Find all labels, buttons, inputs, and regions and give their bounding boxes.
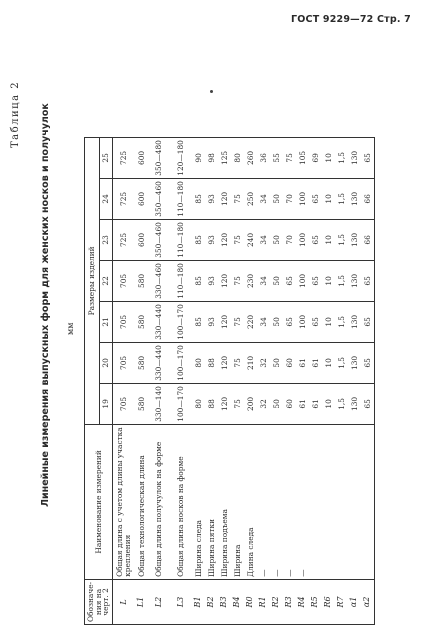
row-value: 1,5 bbox=[335, 260, 348, 301]
size-header-22: 22 bbox=[100, 260, 113, 301]
row-value: 75 bbox=[231, 178, 244, 219]
row-value: 130 bbox=[348, 260, 361, 301]
row-value: 34 bbox=[257, 301, 270, 342]
row-value: 93 bbox=[205, 178, 218, 219]
row-value: 725 bbox=[113, 219, 136, 260]
row-value: 10 bbox=[322, 178, 335, 219]
table-row bbox=[205, 137, 218, 624]
table-row bbox=[218, 137, 231, 624]
row-value: 61 bbox=[296, 383, 309, 424]
row-value: 330—440 bbox=[148, 342, 170, 383]
row-value: 10 bbox=[322, 342, 335, 383]
row-value: 50 bbox=[270, 260, 283, 301]
row-value: 10 bbox=[322, 383, 335, 424]
table-row bbox=[113, 137, 136, 624]
row-symbol: L3 bbox=[170, 579, 192, 624]
row-value: 120 bbox=[218, 219, 231, 260]
row-value: 705 bbox=[113, 301, 136, 342]
row-symbol: α1 bbox=[348, 579, 361, 624]
row-symbol: α2 bbox=[361, 579, 375, 624]
row-name: — bbox=[296, 424, 309, 579]
row-value: 32 bbox=[257, 342, 270, 383]
table-row bbox=[309, 137, 322, 624]
table-row bbox=[322, 137, 335, 624]
row-symbol: R2 bbox=[270, 579, 283, 624]
size-header-24: 24 bbox=[100, 178, 113, 219]
row-value: 250 bbox=[244, 178, 257, 219]
row-value: 10 bbox=[322, 301, 335, 342]
table-label: Таблица 2 bbox=[10, 80, 21, 148]
row-value: 50 bbox=[270, 342, 283, 383]
row-value: 65 bbox=[309, 301, 322, 342]
row-symbol: R3 bbox=[283, 579, 296, 624]
header-row-sizes bbox=[85, 137, 100, 624]
row-value: 230 bbox=[244, 260, 257, 301]
table-row bbox=[348, 137, 361, 624]
row-value: 65 bbox=[309, 219, 322, 260]
row-value: 210 bbox=[244, 342, 257, 383]
row-value: 65 bbox=[283, 301, 296, 342]
row-value: 60 bbox=[283, 383, 296, 424]
table-title: Линейные измерения выпускных форм для женских носков и получулок bbox=[40, 103, 51, 507]
size-header-20: 20 bbox=[100, 342, 113, 383]
row-value: 50 bbox=[270, 178, 283, 219]
table-row bbox=[192, 137, 205, 624]
row-value: 105 bbox=[296, 137, 309, 178]
row-value: 130 bbox=[348, 383, 361, 424]
row-value: 100—170 bbox=[170, 301, 192, 342]
row-value: 120 bbox=[218, 178, 231, 219]
header-sizes: Размеры изделий bbox=[85, 137, 100, 424]
table-row bbox=[296, 137, 309, 624]
row-value: 88 bbox=[205, 383, 218, 424]
row-value: 65 bbox=[361, 383, 375, 424]
table-row bbox=[257, 137, 270, 624]
header-symbol: Обозначе- ния на черт. 2 bbox=[85, 579, 113, 624]
row-value: 100—170 bbox=[170, 342, 192, 383]
row-value: 580 bbox=[135, 383, 148, 424]
row-symbol: B1 bbox=[192, 579, 205, 624]
row-value: 120 bbox=[218, 383, 231, 424]
row-value: 350—460 bbox=[148, 178, 170, 219]
row-name bbox=[322, 424, 335, 579]
row-value: 725 bbox=[113, 137, 136, 178]
header-name: Наименование измерений bbox=[85, 424, 113, 579]
row-value: 80 bbox=[192, 342, 205, 383]
row-value: 50 bbox=[270, 301, 283, 342]
row-value: 705 bbox=[113, 260, 136, 301]
row-value: 32 bbox=[257, 383, 270, 424]
row-value: 65 bbox=[361, 301, 375, 342]
row-value: 93 bbox=[205, 260, 218, 301]
page-header: ГОСТ 9229—72 Стр. 7 bbox=[291, 14, 411, 25]
row-value: 130 bbox=[348, 219, 361, 260]
row-value: 69 bbox=[309, 137, 322, 178]
row-value: 70 bbox=[283, 219, 296, 260]
row-name: Ширина пятки bbox=[205, 424, 218, 579]
table-row bbox=[361, 137, 375, 624]
row-value: 120 bbox=[218, 301, 231, 342]
row-value: 330—460 bbox=[148, 260, 170, 301]
row-symbol: L1 bbox=[135, 579, 148, 624]
row-value: 725 bbox=[113, 178, 136, 219]
row-value: 65 bbox=[283, 260, 296, 301]
row-value: 34 bbox=[257, 178, 270, 219]
row-symbol: B4 bbox=[231, 579, 244, 624]
row-value: 70 bbox=[283, 178, 296, 219]
row-value: 10 bbox=[322, 260, 335, 301]
row-value: 98 bbox=[205, 137, 218, 178]
row-value: 85 bbox=[192, 219, 205, 260]
row-value: 600 bbox=[135, 219, 148, 260]
row-value: 80 bbox=[231, 137, 244, 178]
row-name: — bbox=[270, 424, 283, 579]
row-symbol: R1 bbox=[257, 579, 270, 624]
row-symbol: R7 bbox=[335, 579, 348, 624]
table-body bbox=[113, 137, 375, 624]
row-value: 50 bbox=[270, 383, 283, 424]
row-name: Ширина bbox=[231, 424, 244, 579]
row-value: 75 bbox=[231, 301, 244, 342]
row-value: 1,5 bbox=[335, 301, 348, 342]
row-value: 330—140 bbox=[148, 383, 170, 424]
row-value: 130 bbox=[348, 178, 361, 219]
row-name bbox=[309, 424, 322, 579]
row-value: 65 bbox=[361, 137, 375, 178]
row-value: 66 bbox=[361, 219, 375, 260]
row-value: 705 bbox=[113, 383, 136, 424]
row-value: 61 bbox=[309, 342, 322, 383]
table-row bbox=[270, 137, 283, 624]
size-header-21: 21 bbox=[100, 301, 113, 342]
row-value: 55 bbox=[270, 137, 283, 178]
row-symbol: L2 bbox=[148, 579, 170, 624]
row-value: 80 bbox=[192, 383, 205, 424]
table-row bbox=[170, 137, 192, 624]
table-row bbox=[244, 137, 257, 624]
row-value: 130 bbox=[348, 137, 361, 178]
row-value: 1,5 bbox=[335, 383, 348, 424]
row-value: 65 bbox=[361, 260, 375, 301]
row-value: 88 bbox=[205, 342, 218, 383]
row-name: — bbox=[283, 424, 296, 579]
size-header-25: 25 bbox=[100, 137, 113, 178]
row-value: 260 bbox=[244, 137, 257, 178]
row-value: 100 bbox=[296, 260, 309, 301]
row-value: 60 bbox=[283, 342, 296, 383]
row-symbol: R0 bbox=[244, 579, 257, 624]
row-value: 100—170 bbox=[170, 383, 192, 424]
row-value: 66 bbox=[361, 178, 375, 219]
row-value: 1,5 bbox=[335, 342, 348, 383]
row-name: Длина следа bbox=[244, 424, 257, 579]
row-value: 350—460 bbox=[148, 219, 170, 260]
row-value: 130 bbox=[348, 342, 361, 383]
row-name bbox=[361, 424, 375, 579]
table-row bbox=[135, 137, 148, 624]
row-value: 600 bbox=[135, 178, 148, 219]
row-value: 580 bbox=[135, 342, 148, 383]
row-symbol: B2 bbox=[205, 579, 218, 624]
row-value: 110—180 bbox=[170, 219, 192, 260]
row-value: 93 bbox=[205, 219, 218, 260]
row-value: 220 bbox=[244, 301, 257, 342]
row-name: Общая длина с учетом длины участка крепления bbox=[113, 424, 136, 579]
row-name: Ширина подъема bbox=[218, 424, 231, 579]
row-name: Общая длина носков на форме bbox=[170, 424, 192, 579]
row-value: 90 bbox=[192, 137, 205, 178]
row-value: 75 bbox=[231, 383, 244, 424]
row-value: 50 bbox=[270, 219, 283, 260]
row-value: 110—180 bbox=[170, 178, 192, 219]
row-value: 600 bbox=[135, 137, 148, 178]
row-value: 120 bbox=[218, 260, 231, 301]
row-value: 65 bbox=[361, 342, 375, 383]
row-value: 61 bbox=[296, 342, 309, 383]
row-value: 1,5 bbox=[335, 137, 348, 178]
row-value: 350—480 bbox=[148, 137, 170, 178]
row-value: 705 bbox=[113, 342, 136, 383]
row-value: 85 bbox=[192, 260, 205, 301]
row-value: 34 bbox=[257, 219, 270, 260]
row-value: 100 bbox=[296, 219, 309, 260]
row-symbol: R4 bbox=[296, 579, 309, 624]
size-header-23: 23 bbox=[100, 219, 113, 260]
row-value: 10 bbox=[322, 137, 335, 178]
size-header-19: 19 bbox=[100, 383, 113, 424]
row-name: Ширина следа bbox=[192, 424, 205, 579]
table-row bbox=[231, 137, 244, 624]
measurements-table bbox=[84, 137, 375, 625]
row-value: 85 bbox=[192, 301, 205, 342]
row-value: 75 bbox=[231, 219, 244, 260]
row-value: 1,5 bbox=[335, 178, 348, 219]
row-value: 580 bbox=[135, 260, 148, 301]
row-value: 85 bbox=[192, 178, 205, 219]
row-value: 36 bbox=[257, 137, 270, 178]
row-value: 75 bbox=[231, 342, 244, 383]
table-row bbox=[283, 137, 296, 624]
unit-label: мм bbox=[66, 322, 75, 335]
row-value: 125 bbox=[218, 137, 231, 178]
row-value: 34 bbox=[257, 260, 270, 301]
row-name: — bbox=[257, 424, 270, 579]
row-value: 65 bbox=[309, 178, 322, 219]
row-value: 580 bbox=[135, 301, 148, 342]
row-value: 130 bbox=[348, 301, 361, 342]
row-value: 75 bbox=[231, 260, 244, 301]
table-row bbox=[335, 137, 348, 624]
row-value: 100 bbox=[296, 178, 309, 219]
row-value: 200 bbox=[244, 383, 257, 424]
row-value: 61 bbox=[309, 383, 322, 424]
row-value: 120—180 bbox=[170, 137, 192, 178]
row-symbol: B3 bbox=[218, 579, 231, 624]
row-value: 93 bbox=[205, 301, 218, 342]
row-name bbox=[348, 424, 361, 579]
row-value: 65 bbox=[309, 260, 322, 301]
row-name bbox=[335, 424, 348, 579]
row-name: Общая технологическая длина bbox=[135, 424, 148, 579]
table-row bbox=[148, 137, 170, 624]
row-value: 100 bbox=[296, 301, 309, 342]
row-value: 1,5 bbox=[335, 219, 348, 260]
row-name: Общая длина получулок на форме bbox=[148, 424, 170, 579]
row-value: 110—180 bbox=[170, 260, 192, 301]
row-value: 10 bbox=[322, 219, 335, 260]
row-value: 330—440 bbox=[148, 301, 170, 342]
row-value: 75 bbox=[283, 137, 296, 178]
row-value: 240 bbox=[244, 219, 257, 260]
row-symbol: L bbox=[113, 579, 136, 624]
row-symbol: R5 bbox=[309, 579, 322, 624]
row-value: 120 bbox=[218, 342, 231, 383]
row-symbol: R6 bbox=[322, 579, 335, 624]
